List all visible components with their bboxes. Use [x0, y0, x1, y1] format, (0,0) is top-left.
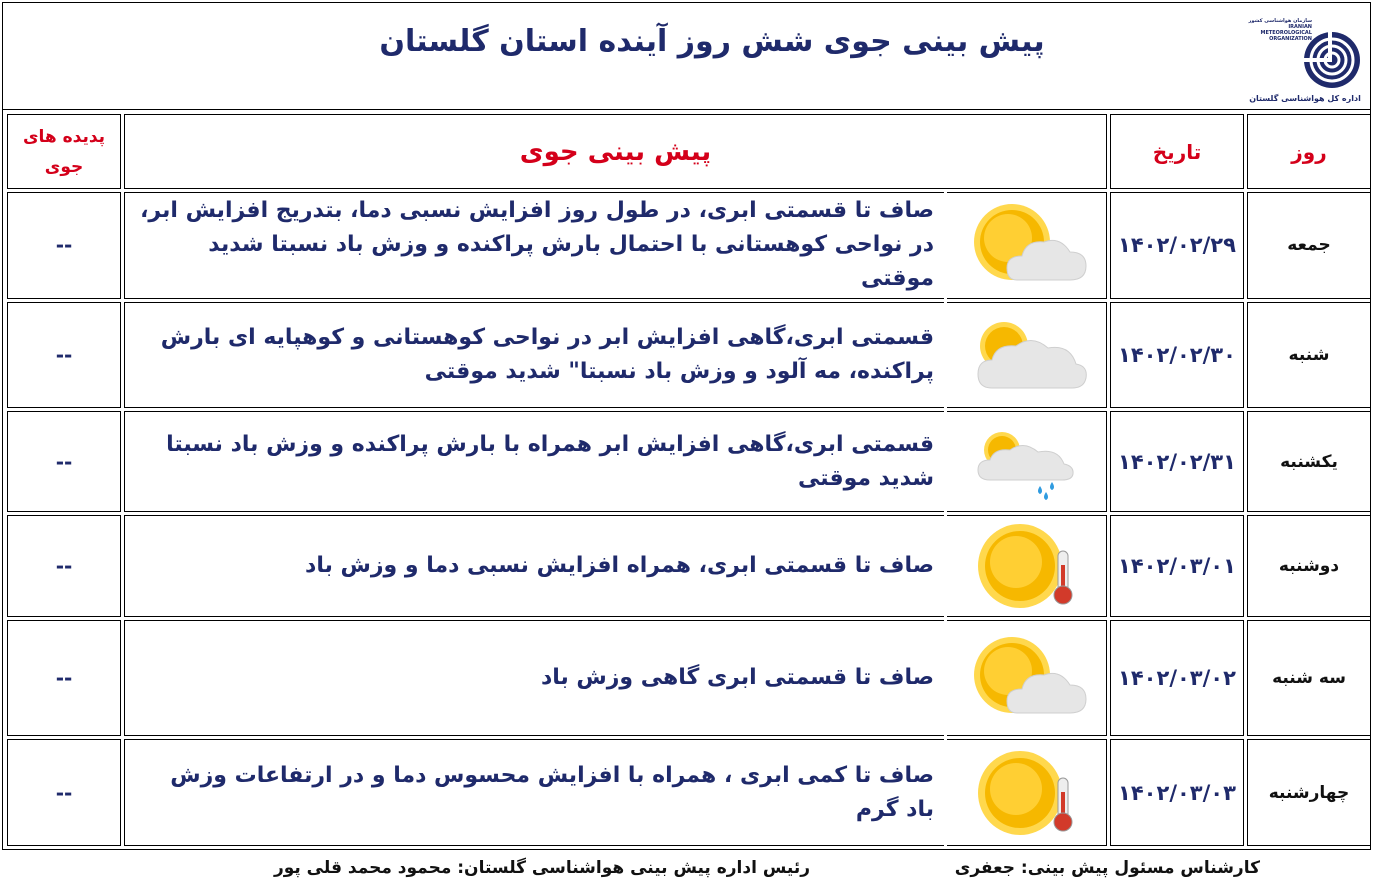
header-date: تاریخ — [1110, 114, 1244, 189]
meteorological-logo — [1240, 14, 1370, 106]
sun-thermometer-icon — [962, 748, 1092, 838]
footer-head: رئیس اداره پیش بینی هواشناسی گلستان: محمود محمد قلی پور — [273, 858, 810, 878]
table-row — [7, 739, 1371, 846]
row-description: صاف تا قسمتی ابری، همراه افزایش نسبی دما و وزش باد — [124, 515, 944, 616]
row-description: صاف تا قسمتی ابری، در طول روز افزایش نسبی دما، بتدریج افزایش ابر، در نواحی کوهستانی با احتمال بارش پراکنده و وزش باد نسبتا شدید موقتی — [124, 192, 944, 299]
table-row — [7, 302, 1371, 409]
row-date: ۱۴۰۲/۰۳/۰۱ — [1110, 515, 1244, 616]
footer-forecaster: کارشناس مسئول پیش بینی: جعفری — [954, 858, 1260, 878]
row-phenomena: -- — [7, 620, 121, 737]
header-forecast: پیش بینی جوی — [124, 114, 1107, 189]
row-day: یکشنبه — [1247, 411, 1371, 512]
logo-text-line1: سازمان هواشناسی کشور — [1248, 18, 1312, 24]
row-day: دوشنبه — [1247, 515, 1371, 616]
row-phenomena: -- — [7, 302, 121, 409]
table-row — [7, 620, 1371, 737]
sun-thermometer-icon — [962, 521, 1092, 611]
row-phenomena: -- — [7, 515, 121, 616]
row-day: شنبه — [1247, 302, 1371, 409]
table-row — [7, 411, 1371, 512]
row-phenomena: -- — [7, 192, 121, 299]
page-title: پیش بینی جوی شش روز آینده استان گلستان — [379, 24, 1045, 59]
row-description: صاف تا کمی ابری ، همراه با افزایش محسوس دما و در ارتفاعات وزش باد گرم — [124, 739, 944, 846]
table-row — [7, 192, 1371, 299]
row-day: سه شنبه — [1247, 620, 1371, 737]
header-phenomena-line2: جوی — [44, 156, 84, 177]
mostly-cloudy-icon — [962, 310, 1092, 400]
partly-cloudy-icon — [962, 200, 1092, 290]
page-header — [2, 2, 1371, 110]
partly-cloudy-icon — [962, 633, 1092, 723]
header-phenomena — [7, 114, 121, 189]
row-description: قسمتی ابری،گاهی افزایش ابر همراه با بارش پراکنده و وزش باد نسبتا شدید موقتی — [124, 411, 944, 512]
forecast-table — [4, 111, 1374, 849]
row-date: ۱۴۰۲/۰۳/۰۲ — [1110, 620, 1244, 737]
row-date: ۱۴۰۲/۰۳/۰۳ — [1110, 739, 1244, 846]
row-date: ۱۴۰۲/۰۲/۲۹ — [1110, 192, 1244, 299]
logo-caption: اداره کل هواشناسی گلستان — [1249, 94, 1361, 103]
header-day: روز — [1247, 114, 1371, 189]
cloud-rain-icon — [962, 422, 1092, 502]
row-phenomena: -- — [7, 739, 121, 846]
row-date: ۱۴۰۲/۰۲/۳۱ — [1110, 411, 1244, 512]
header-phenomena-line1: پدیده های — [22, 126, 106, 147]
table-row — [7, 515, 1371, 616]
row-description: قسمتی ابری،گاهی افزایش ابر در نواحی کوهستانی و کوهپایه ای بارش پراکنده، مه آلود و وزش باد نسبتا" شدید موقتی — [124, 302, 944, 409]
row-day: جمعه — [1247, 192, 1371, 299]
logo-text-line4: ORGANIZATION — [1269, 36, 1312, 42]
row-description: صاف تا قسمتی ابری گاهی وزش باد — [124, 620, 944, 737]
logo-text-line3: METEOROLOGICAL — [1260, 30, 1312, 36]
table-header-row — [7, 114, 1371, 189]
logo-text-line2: IRANIAN — [1288, 24, 1312, 30]
row-day: چهارشنبه — [1247, 739, 1371, 846]
row-phenomena: -- — [7, 411, 121, 512]
row-date: ۱۴۰۲/۰۲/۳۰ — [1110, 302, 1244, 409]
